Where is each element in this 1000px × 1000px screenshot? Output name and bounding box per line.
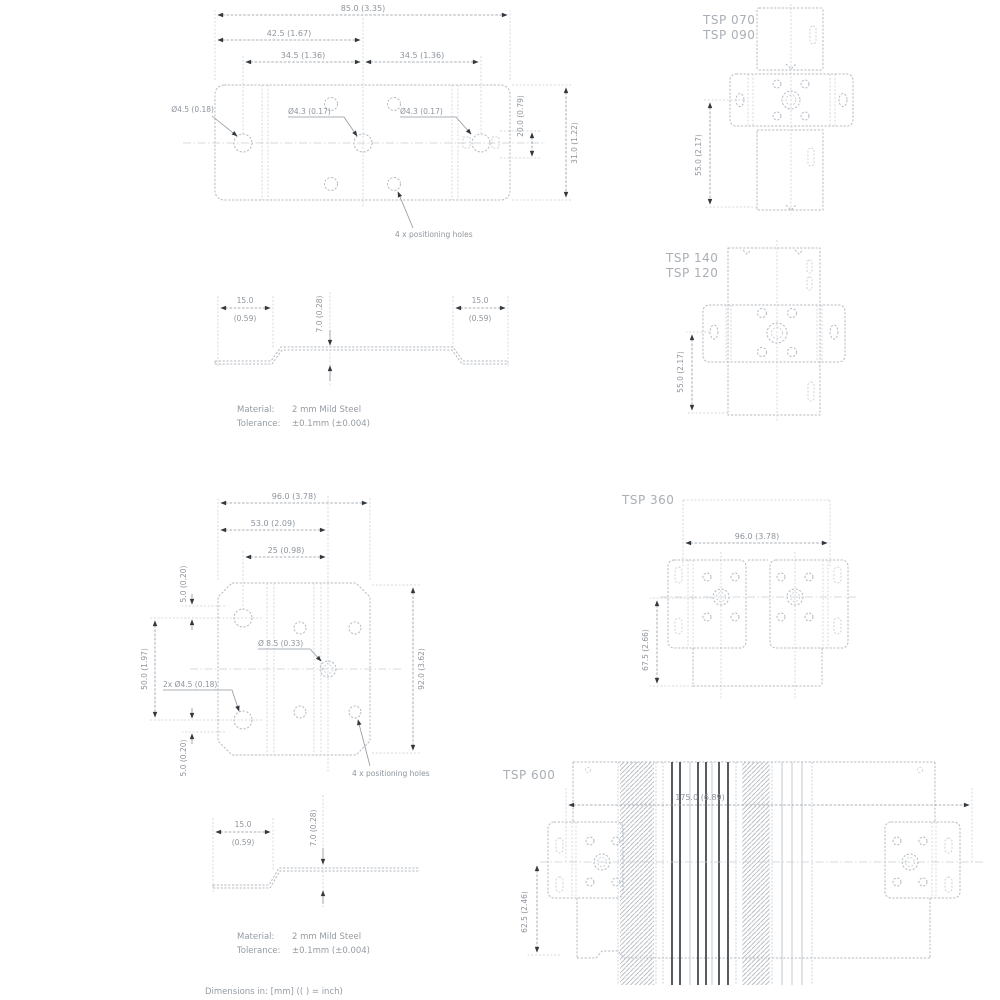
positioning-note: 4 x positioning holes xyxy=(395,230,473,239)
hole-label-center: Ø4.3 (0.17) xyxy=(288,107,331,116)
dim-square-mid: 53.0 (2.09) xyxy=(250,519,296,528)
hole-pair-label: 2x Ø4.5 (0.18) xyxy=(163,680,218,689)
material-block-top xyxy=(236,405,370,429)
center-hole-label: Ø 8.5 (0.33) xyxy=(258,639,304,648)
dim-flange-left-inch: (0.59) xyxy=(233,314,257,323)
tolerance-label: Tolerance: xyxy=(237,419,281,429)
dim-edge-offset-bottom: 5.0 (0.20) xyxy=(179,739,188,777)
square-plate-top-view xyxy=(140,492,430,778)
bracket-right xyxy=(885,822,960,898)
dim-square-total: 96.0 (3.78) xyxy=(271,492,317,501)
dim-square-inner: 25 (0.98) xyxy=(267,546,305,555)
positioning-hole xyxy=(388,178,401,191)
din-plate-profile-view xyxy=(215,292,508,386)
dim-tsp070-height: 55.0 (2.17) xyxy=(694,134,703,176)
tsp140-120-view xyxy=(665,240,845,422)
material-label: Material: xyxy=(237,932,275,942)
dimensions-footnote: Dimensions in: [mm] (( ) = inch) xyxy=(205,987,343,997)
hole-label-left: Ø4.5 (0.18) xyxy=(171,105,214,114)
dim-flange-right-inch: (0.59) xyxy=(468,314,492,323)
dim-hole-spacing-right: 34.5 (1.36) xyxy=(399,51,445,60)
dim-profile-step: 7.0 (0.28) xyxy=(309,809,318,847)
positioning-hole xyxy=(349,706,361,718)
bracket-plate xyxy=(730,74,853,126)
dim-flange-left-mm: 15.0 xyxy=(236,296,254,305)
hole-label-right: Ø4.3 (0.17) xyxy=(400,107,443,116)
dim-flange-right-mm: 15.0 xyxy=(471,296,489,305)
dim-hole-spacing-vertical: 50.0 (1.97) xyxy=(140,648,149,690)
tolerance-label: Tolerance: xyxy=(237,946,281,956)
din-plate-top-view xyxy=(171,4,579,239)
positioning-note: 4 x positioning holes xyxy=(352,769,430,778)
material-label: Material: xyxy=(237,405,275,415)
model-label-tsp140: TSP 140 xyxy=(666,251,719,265)
square-plate-profile-view xyxy=(213,795,420,908)
material-block-bottom xyxy=(236,932,370,956)
dim-plate-height: 31.0 (1.22) xyxy=(570,122,579,164)
material-value: 2 mm Mild Steel xyxy=(292,405,362,415)
dim-hole-spacing-left: 34.5 (1.36) xyxy=(280,51,326,60)
dim-slot-offset: 20.0 (0.79) xyxy=(516,95,525,137)
tsp600-view xyxy=(502,762,985,985)
tsp360-view xyxy=(621,493,856,700)
module-body xyxy=(728,248,820,415)
dim-flange-mm: 15.0 xyxy=(234,820,252,829)
dim-profile-step: 7.0 (0.28) xyxy=(315,295,324,333)
bracket-plate xyxy=(703,305,845,362)
module-body-lower xyxy=(757,130,823,210)
material-value: 2 mm Mild Steel xyxy=(292,932,362,942)
model-label-tsp600: TSP 600 xyxy=(503,768,556,782)
model-label-tsp120: TSP 120 xyxy=(666,266,719,280)
bracket-left xyxy=(548,822,623,898)
dim-total-width: 85.0 (3.35) xyxy=(340,4,386,13)
model-label-tsp090: TSP 090 xyxy=(703,28,756,42)
tsp070-090-view xyxy=(694,4,853,214)
dim-tsp360-width: 96.0 (3.78) xyxy=(734,532,780,541)
dim-edge-offset-top: 5.0 (0.20) xyxy=(179,565,188,603)
tolerance-value: ±0.1mm (±0.004) xyxy=(292,946,370,956)
model-label-tsp360: TSP 360 xyxy=(622,493,675,507)
dim-tsp360-height: 67.5 (2.66) xyxy=(641,629,650,671)
model-label-tsp070: TSP 070 xyxy=(703,13,756,27)
dim-tsp140-height: 55.0 (2.17) xyxy=(676,351,685,393)
dim-tsp600-height: 62.5 (2.46) xyxy=(520,891,529,933)
dim-tsp600-width: 175.0 (6.89) xyxy=(675,793,725,802)
dim-flange-inch: (0.59) xyxy=(231,838,255,847)
module-body-upper xyxy=(757,8,823,70)
bracket-left xyxy=(668,560,746,648)
tolerance-value: ±0.1mm (±0.004) xyxy=(292,419,370,429)
dim-half-width: 42.5 (1.67) xyxy=(266,29,312,38)
dim-square-height: 92.0 (3.62) xyxy=(417,648,426,690)
